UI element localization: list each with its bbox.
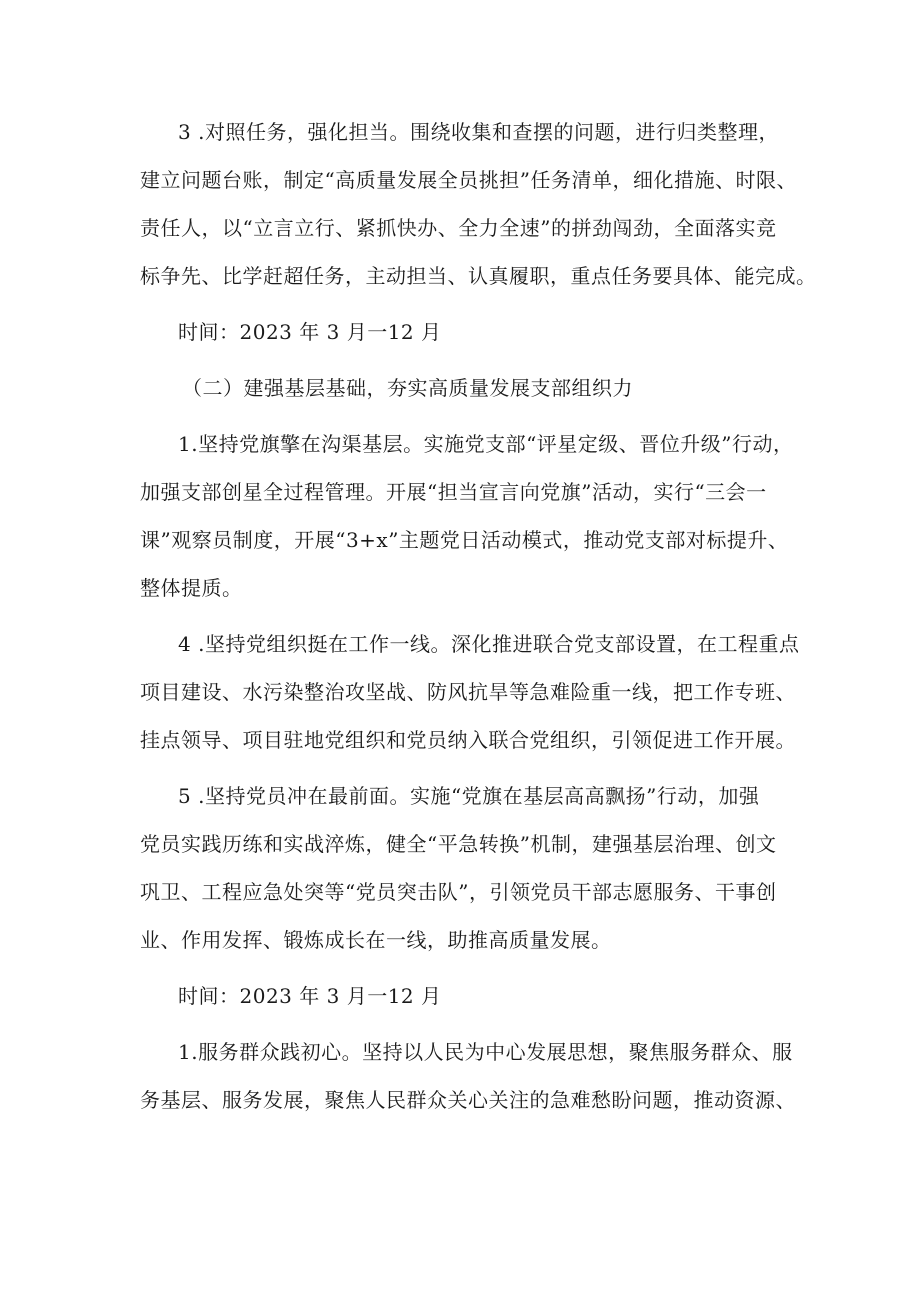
paragraph-line: 党员实践历练和实战淬炼，健全“平急转换”机制，建强基层治理、创文 bbox=[140, 832, 777, 856]
paragraph-line: 整体提质。 bbox=[140, 576, 243, 600]
paragraph-line: 责任人，以“立言立行、紧抓快办、全力全速”的拼劲闯劲，全面落实竞 bbox=[140, 216, 777, 240]
paragraph-line: 业、作用发挥、锻炼成长在一线，助推高质量发展。 bbox=[140, 928, 612, 952]
paragraph-line: 加强支部创星全过程管理。开展“担当宣言向党旗”活动，实行“三会一 bbox=[140, 480, 767, 504]
section-heading-line: （二）建强基层基础，夯实高质量发展支部组织力 bbox=[182, 376, 633, 400]
time-line: 时间：2023 年 3 月一12 月 bbox=[178, 984, 442, 1008]
paragraph-line: 务基层、服务发展，聚焦人民群众关心关注的急难愁盼问题，推动资源、 bbox=[140, 1088, 796, 1112]
paragraph-line: 4 .坚持党组织挺在工作一线。深化推进联合党支部设置，在工程重点 bbox=[178, 632, 800, 656]
paragraph-line: 1.坚持党旗擎在沟渠基层。实施党支部“评星定级、晋位升级”行动， bbox=[178, 432, 794, 456]
paragraph-line: 挂点领导、项目驻地党组织和党员纳入联合党组织，引领促进工作开展。 bbox=[140, 728, 796, 752]
paragraph-line: 巩卫、工程应急处突等“党员突击队”，引领党员干部志愿服务、干事创 bbox=[140, 880, 777, 904]
time-line: 时间：2023 年 3 月一12 月 bbox=[178, 320, 442, 344]
paragraph-line: 标争先、比学赶超任务，主动担当、认真履职，重点任务要具体、能完成。 bbox=[140, 264, 817, 288]
paragraph-line: 项目建设、水污染整治攻坚战、防风抗旱等急难险重一线，把工作专班、 bbox=[140, 680, 796, 704]
paragraph-line: 3 .对照任务，强化担当。围绕收集和查摆的问题，进行归类整理， bbox=[178, 120, 779, 144]
paragraph-line: 5 .坚持党员冲在最前面。实施“党旗在基层高高飘扬”行动，加强 bbox=[178, 784, 760, 808]
paragraph-line: 1.服务群众践初心。坚持以人民为中心发展思想，聚焦服务群众、服 bbox=[178, 1040, 793, 1064]
paragraph-line: 建立问题台账，制定“高质量发展全员挑担”任务清单，细化措施、时限、 bbox=[140, 168, 797, 192]
paragraph-line: 课”观察员制度，开展“3+x”主题党日活动模式，推动党支部对标提升、 bbox=[140, 528, 789, 552]
